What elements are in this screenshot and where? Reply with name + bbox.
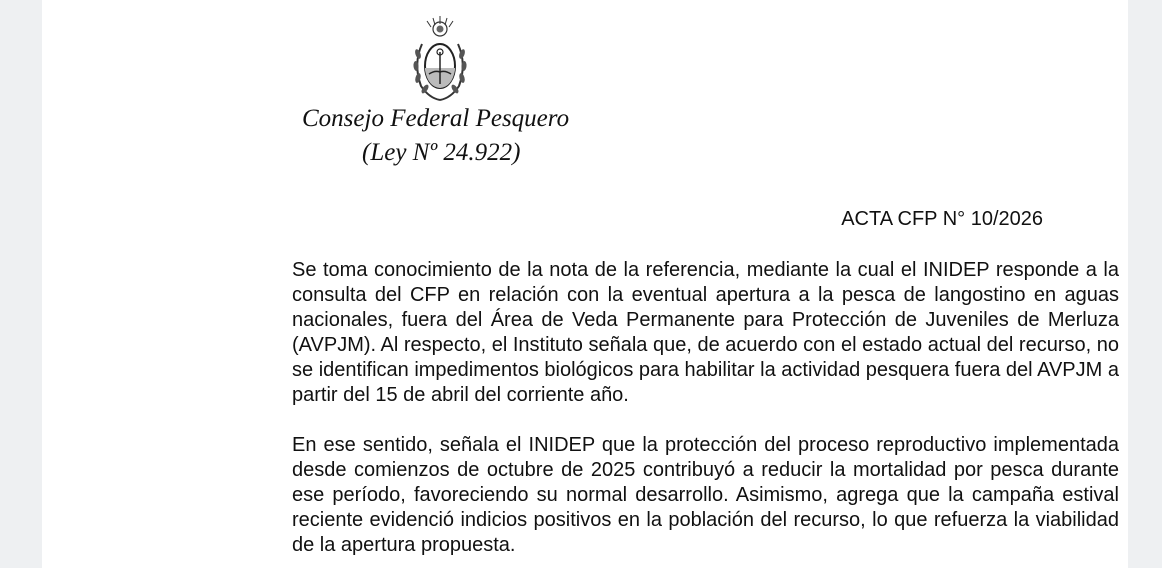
document-page — [42, 0, 1128, 568]
acta-number: ACTA CFP N° 10/2026 — [841, 208, 1043, 230]
body-paragraph: En ese sentido, señala el INIDEP que la protección del proceso reproductivo implementada desde comienzos de octubre de 2025 contribuyó a reducir la mortalidad por pesca durante ese período, favoreciendo su normal desarrollo. Asimismo, agrega que la campaña estival reciente evidenció indicios positivos en la población del recurso, lo que refuerza la viabilidad de la apertura propuesta. — [292, 434, 1119, 556]
coat-of-arms-icon — [405, 14, 475, 104]
body-paragraph: Se toma conocimiento de la nota de la referencia, mediante la cual el INIDEP responde a la consulta del CFP en relación con la eventual apertura a la pesca de langostino en aguas nacionales, fuera del Área de Veda Permanente para Protección de Juveniles de Merluza (AVPJM). Al respecto, el Instituto señala que, de acuerdo con el estado actual del recurso, no se identifican impedimentos biológicos para habilitar la actividad pesquera fuera del AVPJM a partir del 15 de abril del corriente año. — [292, 259, 1119, 406]
organization-law-reference: (Ley Nº 24.922) — [362, 139, 521, 166]
organization-name: Consejo Federal Pesquero — [302, 105, 570, 132]
